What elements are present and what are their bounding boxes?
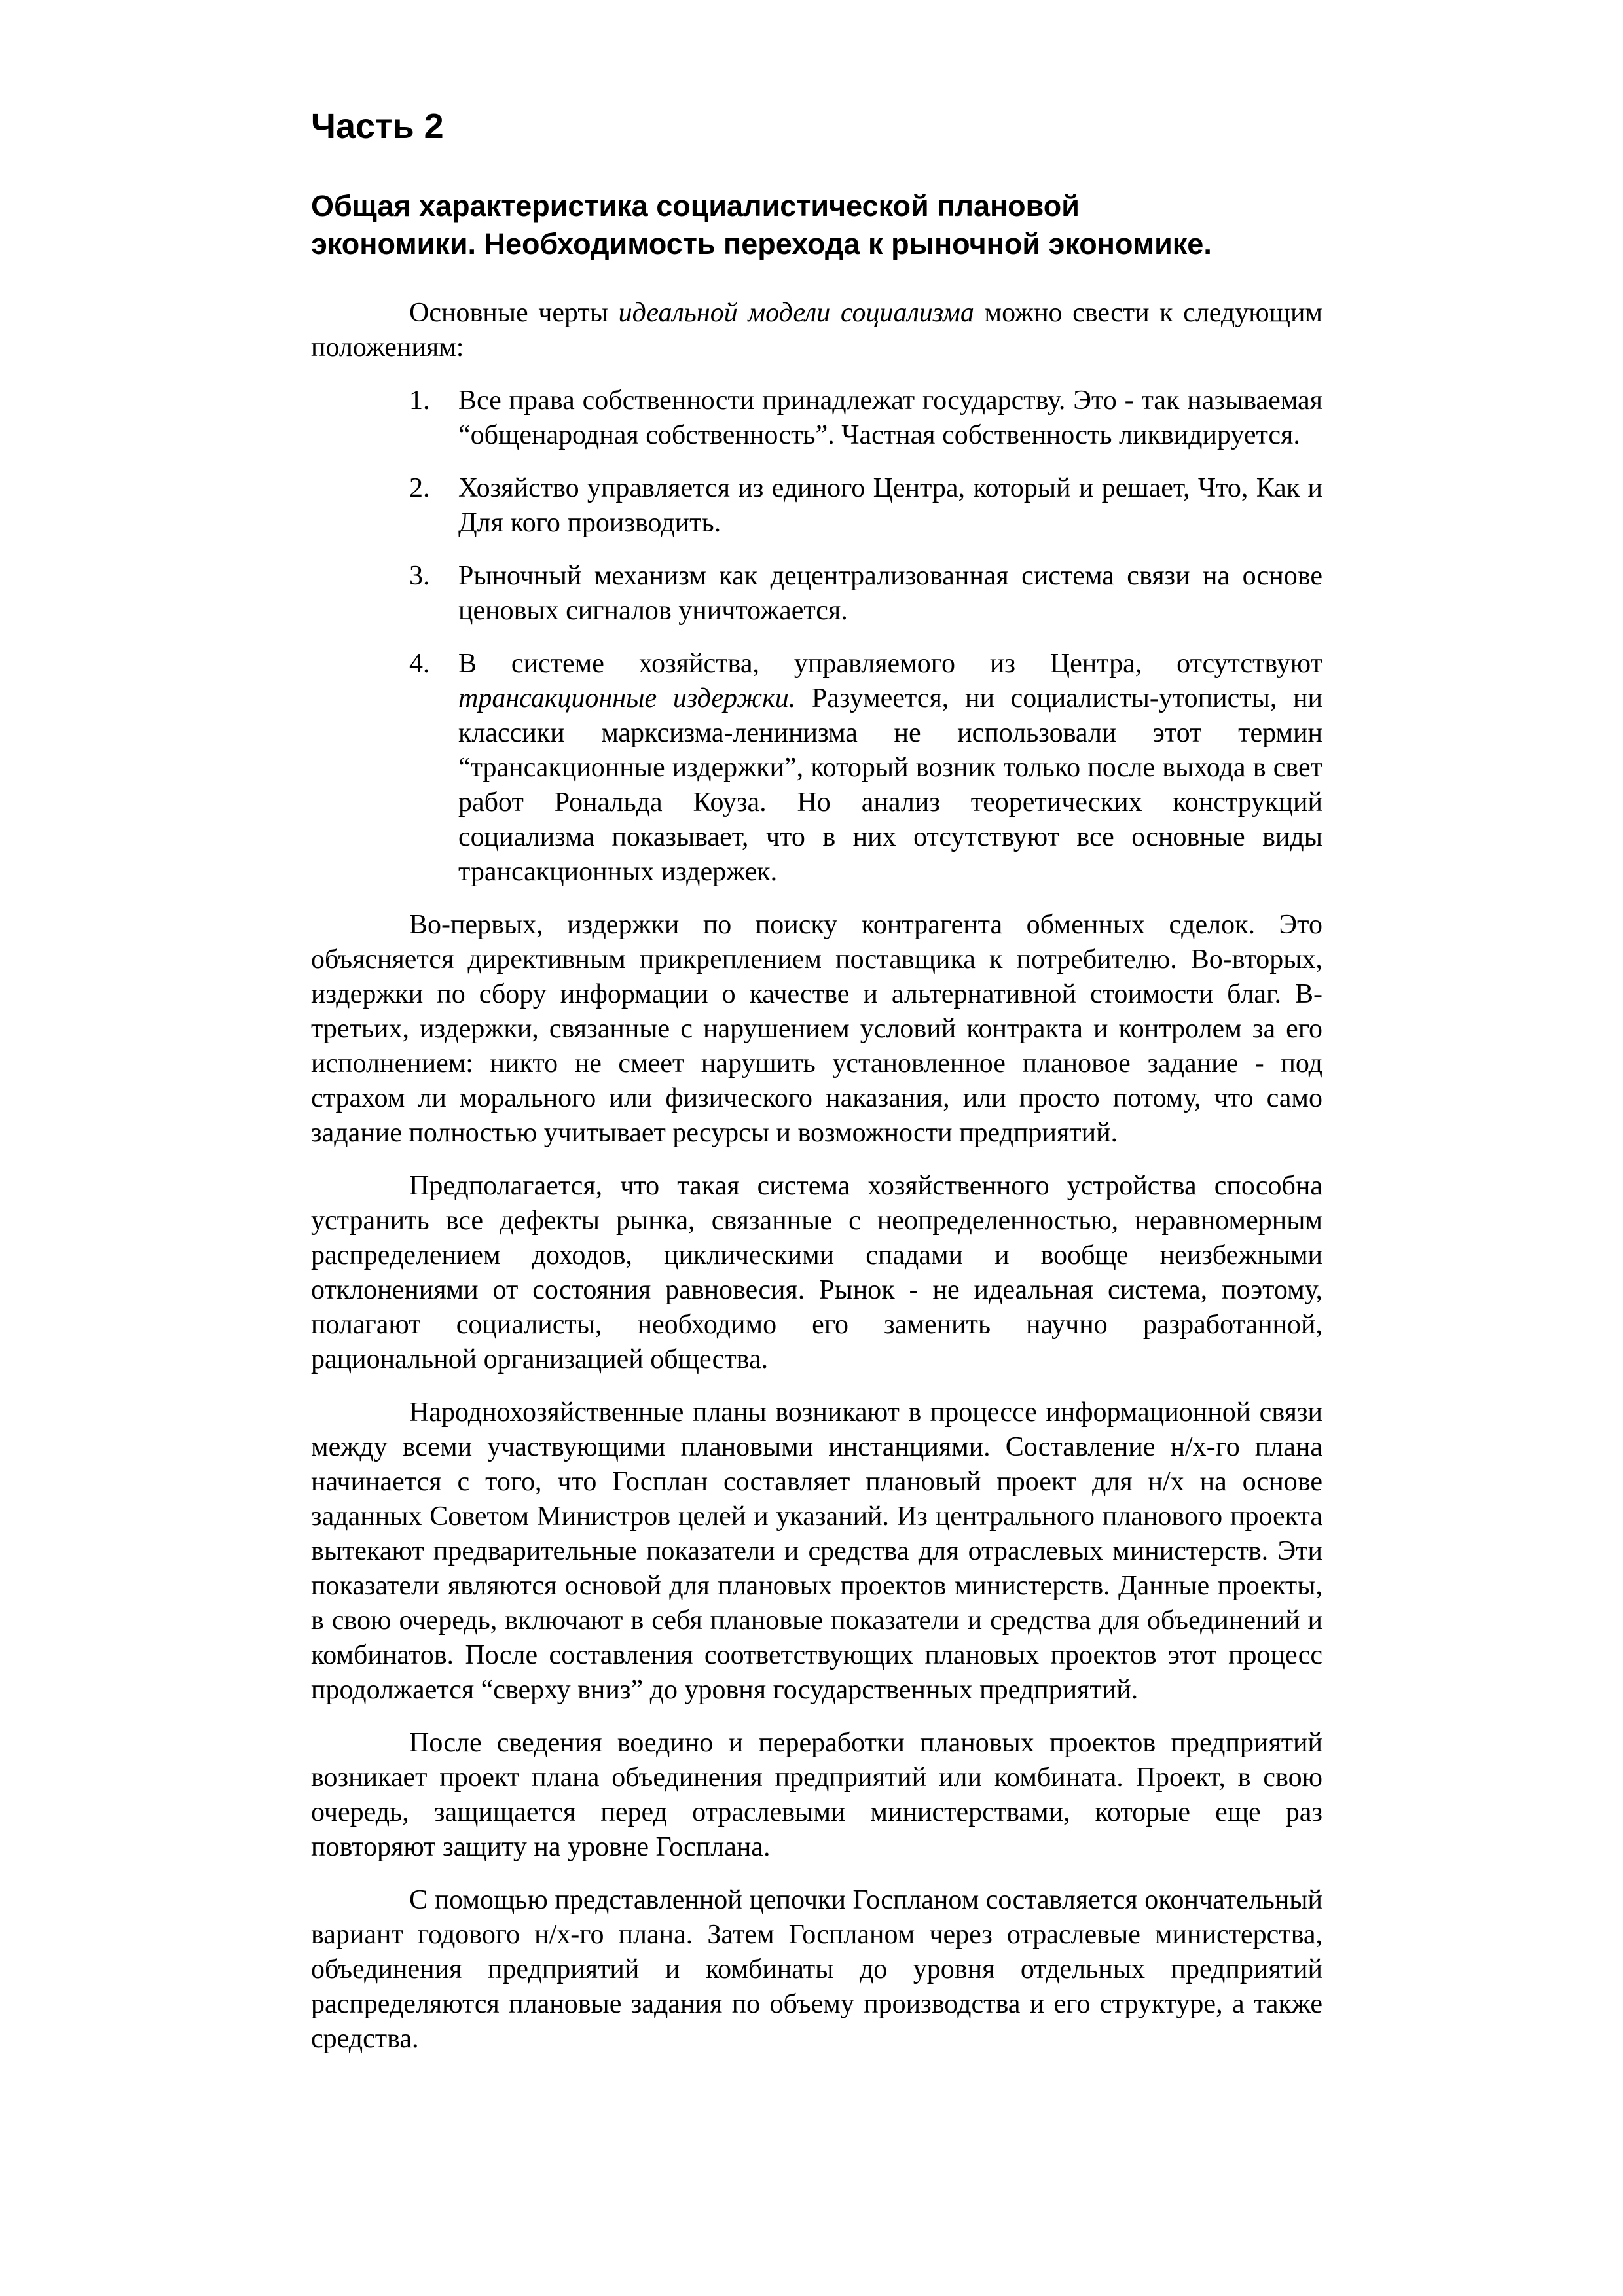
- intro-text-after: можно свести к следующим положениям:: [311, 298, 1322, 363]
- intro-paragraph: [311, 296, 1322, 365]
- intro-emphasis: идеальной модели социализма: [618, 298, 974, 328]
- list-item: [409, 471, 1322, 541]
- list-item: [409, 384, 1322, 453]
- list-item-text-before: В системе хозяйства, управляемого из Центра, отсутствуют: [458, 649, 1322, 679]
- list-item-number: 4.: [409, 649, 430, 679]
- list-item-number: 2.: [409, 473, 430, 503]
- list-item-number: 1.: [409, 386, 430, 416]
- list-item-text-after: Разумеется, ни социалисты-утописты, ни классики марксизма-ленинизма не использовали этот термин “трансакционные издержки”, который возник только после выхода в свет работ Рональда Коуза. Но анализ теоретических конструкций социализма показывает, что в них отсутствуют все основные виды трансакционных издержек.: [458, 683, 1322, 887]
- list-item-number: 3.: [409, 561, 430, 591]
- list-item: [409, 559, 1322, 628]
- part-title: Часть 2: [311, 107, 444, 146]
- list-item-text: Рыночный механизм как децентрализованная система связи на основе ценовых сигналов уничтожается.: [458, 561, 1322, 626]
- document-body: [311, 296, 1322, 2056]
- list-item-text: Хозяйство управляется из единого Центра, который и решает, Что, Как и Для кого производить.: [458, 473, 1322, 538]
- list-item-emphasis: трансакционные издержки.: [458, 683, 796, 713]
- section-title: Общая характеристика социалистической плановой экономики. Необходимость перехода к рыночной экономике.: [311, 189, 1212, 260]
- body-paragraph: С помощью представленной цепочки Госпланом составляется окончательный вариант годового н/х-го плана. Затем Госпланом через отраслевые министерства, объединения предприятий и комбинаты до уровня отдельных предприятий распределяются плановые задания по объему производства и его структуре, а также средства.: [311, 1885, 1322, 2054]
- document-page: [311, 105, 1322, 2075]
- list-item: [409, 647, 1322, 889]
- body-paragraph: Во-первых, издержки по поиску контрагента обменных сделок. Это объясняется директивным прикреплением поставщика к потребителю. Во-вторых, издержки по сбору информации о качестве и альтернативной стоимости благ. В-третьих, издержки, связанные с нарушением условий контракта и контролем за его исполнением: никто не смеет нарушить установленное плановое задание - под страхом ли морального или физического наказания, или просто потому, что само задание полностью учитывает ресурсы и возможности предприятий.: [311, 910, 1322, 1148]
- intro-text-before: Основные черты: [409, 298, 619, 328]
- body-paragraph: Народнохозяйственные планы возникают в процессе информационной связи между всеми участвующими плановыми инстанциями. Составление н/х-го плана начинается с того, что Госплан составляет плановый проект для н/х на основе заданных Советом Министров целей и указаний. Из центрального планового проекта вытекают предварительные показатели и средства для отраслевых министерств. Эти показатели являются основой для плановых проектов министерств. Данные проекты, в свою очередь, включают в себя плановые показатели и средства для объединений и комбинатов. После составления соответствующих плановых проектов этот процесс продолжается “сверху вниз” до уровня государственных предприятий.: [311, 1397, 1322, 1705]
- body-paragraph: Предполагается, что такая система хозяйственного устройства способна устранить все дефекты рынка, связанные с неопределенностью, неравномерным распределением доходов, циклическими спадами и вообще неизбежными отклонениями от состояния равновесия. Рынок - не идеальная система, поэтому, полагают социалисты, необходимо его заменить научно разработанной, рациональной организацией общества.: [311, 1171, 1322, 1374]
- body-paragraph: После сведения воедино и переработки плановых проектов предприятий возникает проект плана объединения предприятий или комбината. Проект, в свою очередь, защищается перед отраслевыми министерствами, которые еще раз повторяют защиту на уровне Госплана.: [311, 1728, 1322, 1862]
- list-item-text: Все права собственности принадлежат государству. Это - так называемая “общенародная собственность”. Частная собственность ликвидируется.: [458, 386, 1322, 450]
- numbered-list: [311, 384, 1322, 889]
